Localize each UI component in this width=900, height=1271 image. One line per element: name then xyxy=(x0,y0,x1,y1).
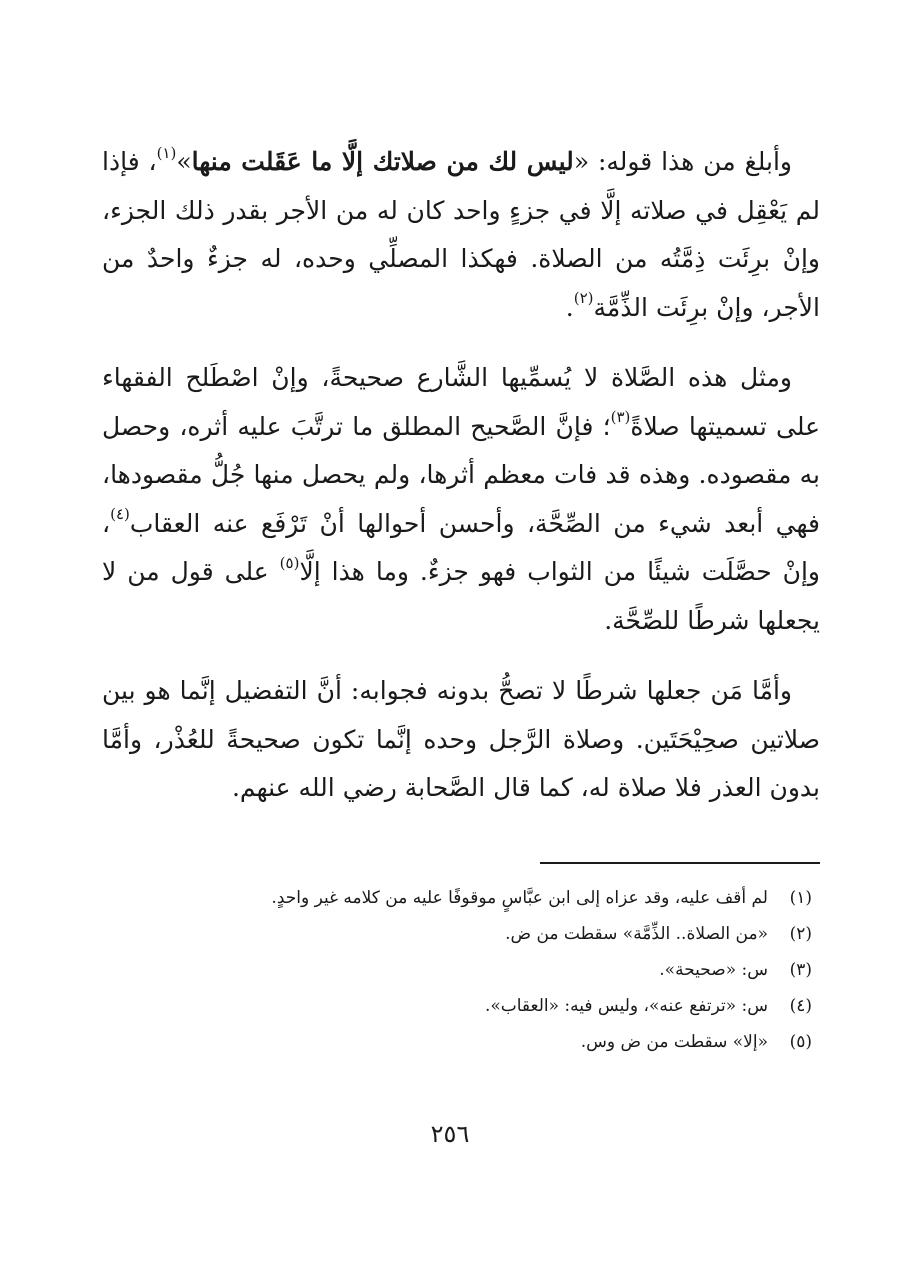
footnote-number: (٤) xyxy=(789,996,812,1016)
text-run: ومثل هذه الصَّلاة لا يُسمِّيها الشَّارع صحيحةً، وإنْ اصْطَلح الفقهاء على تسميتها صلاةً xyxy=(102,363,821,441)
footnote-text: «من الصلاة.. الذِّمَّة» سقطت من ض. xyxy=(505,924,768,944)
text-run: . xyxy=(565,292,574,322)
page-number: ٢٥٦ xyxy=(430,1120,470,1148)
footnote-ref-1[interactable]: (١) xyxy=(156,143,177,162)
footnote-item xyxy=(102,988,820,1024)
text-run: ؛ فإنَّ الصَّحيح المطلق ما ترتَّبَ عليه أثره، وحصل به مقصوده. وهذه قد فات معظم أثرها، ولم يحصل منها جُلُّ مقصودها، فهي أبعد شيء من الصِّحَّة، وأحسن أحوالها أنْ تَرْفَع عنه العقاب xyxy=(102,411,820,538)
footnote-number: (٣) xyxy=(789,960,812,980)
footnote-ref-5[interactable]: (٥) xyxy=(279,553,300,572)
footnote-item xyxy=(102,916,820,952)
footnote-divider xyxy=(540,862,820,864)
footnote-number: (٢) xyxy=(789,924,812,944)
footnote-text: س: «ترتفع عنه»، وليس فيه: «العقاب». xyxy=(484,996,768,1016)
hadith-quote: ليس لك من صلاتك إلَّا ما عَقَلت منها xyxy=(191,147,574,176)
paragraph-1 xyxy=(102,138,820,332)
text-run: » xyxy=(176,147,192,176)
text-run: على قول من لا يجعلها شرطًا للصِّحَّة. xyxy=(102,557,820,635)
text-run: وأبلغ من هذا قوله: « xyxy=(573,147,793,176)
text-run: وأمَّا مَن جعلها شرطًا لا تصحُّ بدونه فجوابه: أنَّ التفضيل إنَّما هو بين صلاتين صحِيْحَتَين. وصلاة الرَّجل وحده إنَّما تكون صحيحةً للعُذْر، وأمَّا بدون العذر فلا صلاة له، كما قال الصَّحابة رضي الله عنهم. xyxy=(102,676,820,802)
paragraph-2 xyxy=(102,354,820,645)
footnote-text: لم أقف عليه، وقد عزاه إلى ابن عبَّاسٍ موقوفًا عليه من كلامه غير واحدٍ. xyxy=(271,888,768,908)
text-run: ، فإذا لم يَعْقِل في صلاته إلَّا في جزءٍ واحد كان له من الأجر بقدر ذلك الجزء، وإنْ برِئَت ذِمَّتُه من الصلاة. فهكذا المصلِّي وحده، له جزءٌ واحدٌ من الأجر، وإنْ برِئَت الذِّمَّة xyxy=(102,147,820,322)
footnote-item xyxy=(102,952,820,988)
paragraph-3 xyxy=(102,667,820,813)
footnote-text: س: «صحيحة». xyxy=(659,960,768,980)
footnote-number: (١) xyxy=(789,888,812,908)
footnotes-section xyxy=(102,880,820,1060)
footnote-item xyxy=(102,880,820,916)
footnote-ref-3[interactable]: (٣) xyxy=(610,408,631,427)
footnote-ref-2[interactable]: (٢) xyxy=(573,289,594,308)
footnote-item xyxy=(102,1024,820,1060)
footnote-text: «إلا» سقطت من ض وس. xyxy=(580,1032,768,1052)
text-run: ، وإنْ حصَّلَت شيئًا من الثواب فهو جزءٌ. وما هذا إلَّا xyxy=(102,508,821,586)
footnote-ref-4[interactable]: (٤) xyxy=(110,505,130,524)
main-text xyxy=(102,138,820,835)
footnote-number: (٥) xyxy=(789,1032,812,1052)
